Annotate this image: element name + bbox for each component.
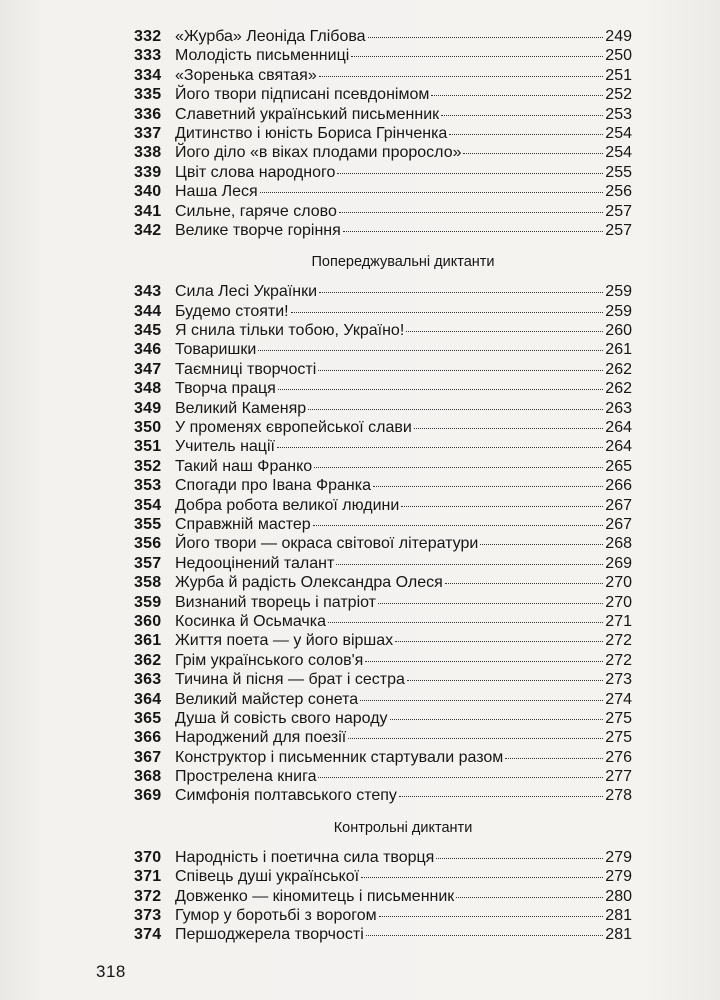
entry-number: 371: [134, 868, 162, 886]
toc-entry: [134, 496, 632, 515]
entry-number: 347: [134, 360, 162, 378]
entry-title: Великий Каменяр: [175, 399, 307, 417]
entry-page: 257: [605, 221, 632, 239]
toc-entry: [134, 418, 632, 437]
toc-entry: [134, 612, 632, 631]
entry-page: 268: [605, 535, 632, 553]
entry-number: 341: [134, 202, 162, 220]
toc-entry: [134, 925, 632, 944]
dot-leader: [378, 602, 603, 604]
entry-page: 264: [605, 419, 632, 437]
entry-title: Великий майстер сонета: [175, 690, 359, 708]
entry-number: 361: [134, 632, 162, 650]
toc-entry: [134, 302, 632, 321]
entry-page: 259: [605, 302, 632, 320]
entry-page: 270: [605, 593, 632, 611]
dot-leader: [278, 388, 603, 390]
toc-entry: [134, 379, 632, 398]
toc-entry: [134, 143, 632, 162]
entry-number: 366: [134, 729, 162, 747]
entry-title: Журба й радість Олександра Олеся: [175, 574, 443, 592]
entry-page: 265: [605, 457, 632, 475]
entry-page: 267: [605, 515, 632, 533]
entry-page: 256: [605, 183, 632, 201]
entry-number: 349: [134, 399, 162, 417]
toc-entry: [134, 182, 632, 201]
toc-entry: [134, 690, 632, 709]
entry-title: Сила Лесі Українки: [175, 283, 318, 301]
entry-number: 345: [134, 322, 162, 340]
entry-page: 274: [605, 690, 632, 708]
entry-number: 352: [134, 457, 162, 475]
entry-page: 250: [605, 47, 632, 65]
dot-leader: [318, 369, 603, 371]
entry-number: 336: [134, 105, 162, 123]
entry-number: 359: [134, 593, 162, 611]
dot-leader: [401, 505, 603, 507]
entry-title: Цвіт слова народного: [175, 163, 336, 181]
entry-number: 360: [134, 612, 162, 630]
toc-entry: [134, 221, 632, 240]
entry-number: 346: [134, 341, 162, 359]
entry-number: 357: [134, 554, 162, 572]
entry-page: 277: [605, 768, 632, 786]
toc-entry: [134, 651, 632, 670]
toc-entry: [134, 748, 632, 767]
dot-leader: [366, 934, 604, 936]
entry-title: Гумор у боротьбі з ворогом: [175, 907, 377, 925]
toc-entry: [134, 887, 632, 906]
entry-title: Сильне, гаряче слово: [175, 202, 337, 220]
entry-page: 273: [605, 671, 632, 689]
entry-number: 374: [134, 926, 162, 944]
entry-page: 254: [605, 144, 632, 162]
toc-entry: [134, 670, 632, 689]
entry-page: 272: [605, 651, 632, 669]
entry-number: 365: [134, 709, 162, 727]
toc-entry: [134, 105, 632, 124]
entry-title: Народність і поетична сила творця: [175, 848, 435, 866]
entry-number: 337: [134, 124, 162, 142]
entry-title: Грім українського солов'я: [175, 651, 364, 669]
entry-page: 279: [605, 848, 632, 866]
entry-page: 279: [605, 868, 632, 886]
dot-leader: [414, 427, 603, 429]
toc-entry: [134, 709, 632, 728]
entry-page: 264: [605, 438, 632, 456]
entry-page: 262: [605, 380, 632, 398]
toc-entry: [134, 66, 632, 85]
entry-number: 334: [134, 66, 162, 84]
entry-title: У променях європейської слави: [175, 419, 412, 437]
entry-title: Народжений для поезії: [175, 729, 347, 747]
entry-page: 275: [605, 729, 632, 747]
toc-entry: [134, 476, 632, 495]
toc-entry: [134, 867, 632, 886]
entry-title: Тичина й пісня — брат і сестра: [175, 671, 405, 689]
entry-title: Косинка й Осьмачка: [175, 612, 326, 630]
toc-entry: [134, 767, 632, 786]
dot-leader: [406, 330, 603, 332]
entry-number: 370: [134, 848, 162, 866]
entry-page: 280: [605, 887, 632, 905]
entry-title: Його діло «в віках плодами проросло»: [175, 144, 462, 162]
dot-leader: [319, 291, 603, 293]
dot-leader: [399, 795, 603, 797]
toc-entry: [134, 27, 632, 46]
entry-page: 252: [605, 86, 632, 104]
dot-leader: [336, 563, 603, 565]
entry-number: 351: [134, 438, 162, 456]
dot-leader: [463, 152, 603, 154]
entry-number: 343: [134, 283, 162, 301]
entry-number: 333: [134, 47, 162, 65]
toc-entry: [134, 124, 632, 143]
toc-entry: [134, 728, 632, 747]
toc-group-warning-dictations: [134, 282, 632, 806]
dot-leader: [407, 679, 603, 681]
entry-page: 281: [605, 907, 632, 925]
toc-entry: [134, 786, 632, 805]
dot-leader: [449, 133, 603, 135]
toc-entry: [134, 163, 632, 182]
entry-title: Душа й совість свого народу: [175, 709, 388, 727]
dot-leader: [313, 524, 604, 526]
entry-title: Товаришки: [175, 341, 257, 359]
entry-title: Визнаний творець і патріот: [175, 593, 376, 611]
entry-title: Будемо стояти!: [175, 302, 289, 320]
entry-title: Творча праця: [175, 380, 276, 398]
entry-page: 254: [605, 124, 632, 142]
entry-page: 261: [605, 341, 632, 359]
entry-page: 281: [605, 926, 632, 944]
entry-page: 253: [605, 105, 632, 123]
dot-leader: [318, 776, 603, 778]
entry-title: Життя поета — у його віршах: [175, 632, 394, 650]
entry-title: Дитинство і юність Бориса Грінченка: [175, 124, 448, 142]
dot-leader: [348, 737, 603, 739]
dot-leader: [258, 349, 603, 351]
entry-page: 276: [605, 748, 632, 766]
toc-entry: [134, 340, 632, 359]
entry-number: 348: [134, 380, 162, 398]
toc-entry: [134, 360, 632, 379]
dot-leader: [368, 36, 604, 38]
entry-title: Добра робота великої людини: [175, 496, 400, 514]
toc-entry: [134, 46, 632, 65]
section-heading-warning-dictations: Попереджувальні диктанти: [311, 254, 495, 271]
toc-entry: [134, 593, 632, 612]
entry-page: 266: [605, 477, 632, 495]
entry-title: Співець душі української: [175, 868, 360, 886]
toc-group-control-dictations: [134, 848, 632, 945]
entry-page: 259: [605, 283, 632, 301]
dot-leader: [351, 55, 603, 57]
page-number: 318: [96, 962, 126, 981]
toc-entry: [134, 573, 632, 592]
entry-title: Довженко — кіномитець і письменник: [175, 887, 455, 905]
toc-entry: [134, 554, 632, 573]
entry-number: 340: [134, 183, 162, 201]
entry-title: Таємниці творчості: [175, 360, 317, 378]
dot-leader: [445, 582, 604, 584]
toc-entry: [134, 457, 632, 476]
toc-entry: [134, 321, 632, 340]
table-of-contents: [134, 27, 632, 945]
entry-number: 358: [134, 574, 162, 592]
dot-leader: [314, 466, 603, 468]
entry-number: 362: [134, 651, 162, 669]
dot-leader: [505, 757, 603, 759]
toc-entry: [134, 85, 632, 104]
dot-leader: [373, 485, 603, 487]
section-heading-control-dictations: Контрольні диктанти: [333, 819, 473, 836]
toc-entry: [134, 282, 632, 301]
entry-page: 267: [605, 496, 632, 514]
dot-leader: [277, 446, 603, 448]
entry-title: Недооцінений талант: [175, 554, 335, 572]
entry-number: 335: [134, 86, 162, 104]
dot-leader: [361, 876, 603, 878]
entry-title: Прострелена книга: [175, 768, 317, 786]
entry-number: 350: [134, 419, 162, 437]
entry-number: 372: [134, 887, 162, 905]
entry-title: Його твори — окраса світової літератури: [175, 535, 479, 553]
entry-number: 344: [134, 302, 162, 320]
entry-page: 263: [605, 399, 632, 417]
entry-title: Спогади про Івана Франка: [175, 477, 372, 495]
dot-leader: [291, 311, 604, 313]
entry-number: 355: [134, 515, 162, 533]
entry-number: 373: [134, 907, 162, 925]
dot-leader: [395, 640, 603, 642]
entry-number: 369: [134, 787, 162, 805]
dot-leader: [260, 191, 604, 193]
dot-leader: [308, 408, 603, 410]
entry-title: Славетний український письменник: [175, 105, 440, 123]
toc-entry: [134, 848, 632, 867]
entry-number: 339: [134, 163, 162, 181]
dot-leader: [328, 621, 603, 623]
entry-title: «Журба» Леоніда Глібова: [175, 28, 366, 45]
entry-page: 260: [605, 322, 632, 340]
entry-page: 255: [605, 163, 632, 181]
dot-leader: [339, 211, 603, 213]
entry-number: 338: [134, 144, 162, 162]
entry-page: 271: [605, 612, 632, 630]
entry-number: 332: [134, 28, 162, 45]
dot-leader: [456, 896, 603, 898]
entry-title: Симфонія полтавського степу: [175, 787, 397, 805]
entry-number: 367: [134, 748, 162, 766]
entry-number: 354: [134, 496, 162, 514]
entry-page: 251: [605, 66, 632, 84]
dot-leader: [343, 230, 604, 232]
entry-title: Я снила тільки тобою, Україно!: [175, 322, 405, 340]
entry-title: Велике творче горіння: [175, 221, 341, 239]
dot-leader: [390, 718, 604, 720]
toc-entry: [134, 906, 632, 925]
toc-entry: [134, 437, 632, 456]
entry-title: «Зоренька святая»: [175, 66, 317, 84]
entry-page: 278: [605, 787, 632, 805]
entry-page: 257: [605, 202, 632, 220]
dot-leader: [365, 660, 603, 662]
entry-title: Його твори підписані псевдонімом: [175, 86, 430, 104]
entry-page: 272: [605, 632, 632, 650]
entry-title: Першоджерела творчості: [175, 926, 364, 944]
entry-number: 356: [134, 535, 162, 553]
entry-number: 368: [134, 768, 162, 786]
toc-entry: [134, 202, 632, 221]
dot-leader: [431, 94, 603, 96]
entry-title: Такий наш Франко: [175, 457, 313, 475]
entry-number: 364: [134, 690, 162, 708]
entry-page: 249: [605, 28, 632, 45]
dot-leader: [360, 699, 603, 701]
dot-leader: [379, 915, 604, 917]
dot-leader: [319, 75, 604, 77]
entry-number: 363: [134, 671, 162, 689]
entry-page: 269: [605, 554, 632, 572]
dot-leader: [480, 543, 603, 545]
entry-title: Наша Леся: [175, 183, 258, 201]
dot-leader: [441, 114, 603, 116]
entry-number: 342: [134, 221, 162, 239]
entry-number: 353: [134, 477, 162, 495]
toc-entry: [134, 534, 632, 553]
entry-page: 270: [605, 574, 632, 592]
dot-leader: [337, 172, 603, 174]
entry-title: Конструктор і письменник стартували разом: [175, 748, 504, 766]
entry-page: 262: [605, 360, 632, 378]
toc-entry: [134, 399, 632, 418]
toc-entry: [134, 631, 632, 650]
toc-group-main: [134, 27, 632, 240]
entry-title: Учитель нації: [175, 438, 275, 456]
entry-title: Справжній мастер: [175, 515, 311, 533]
entry-title: Молодість письменниці: [175, 47, 350, 65]
dot-leader: [436, 857, 603, 859]
toc-entry: [134, 515, 632, 534]
entry-page: 275: [605, 709, 632, 727]
